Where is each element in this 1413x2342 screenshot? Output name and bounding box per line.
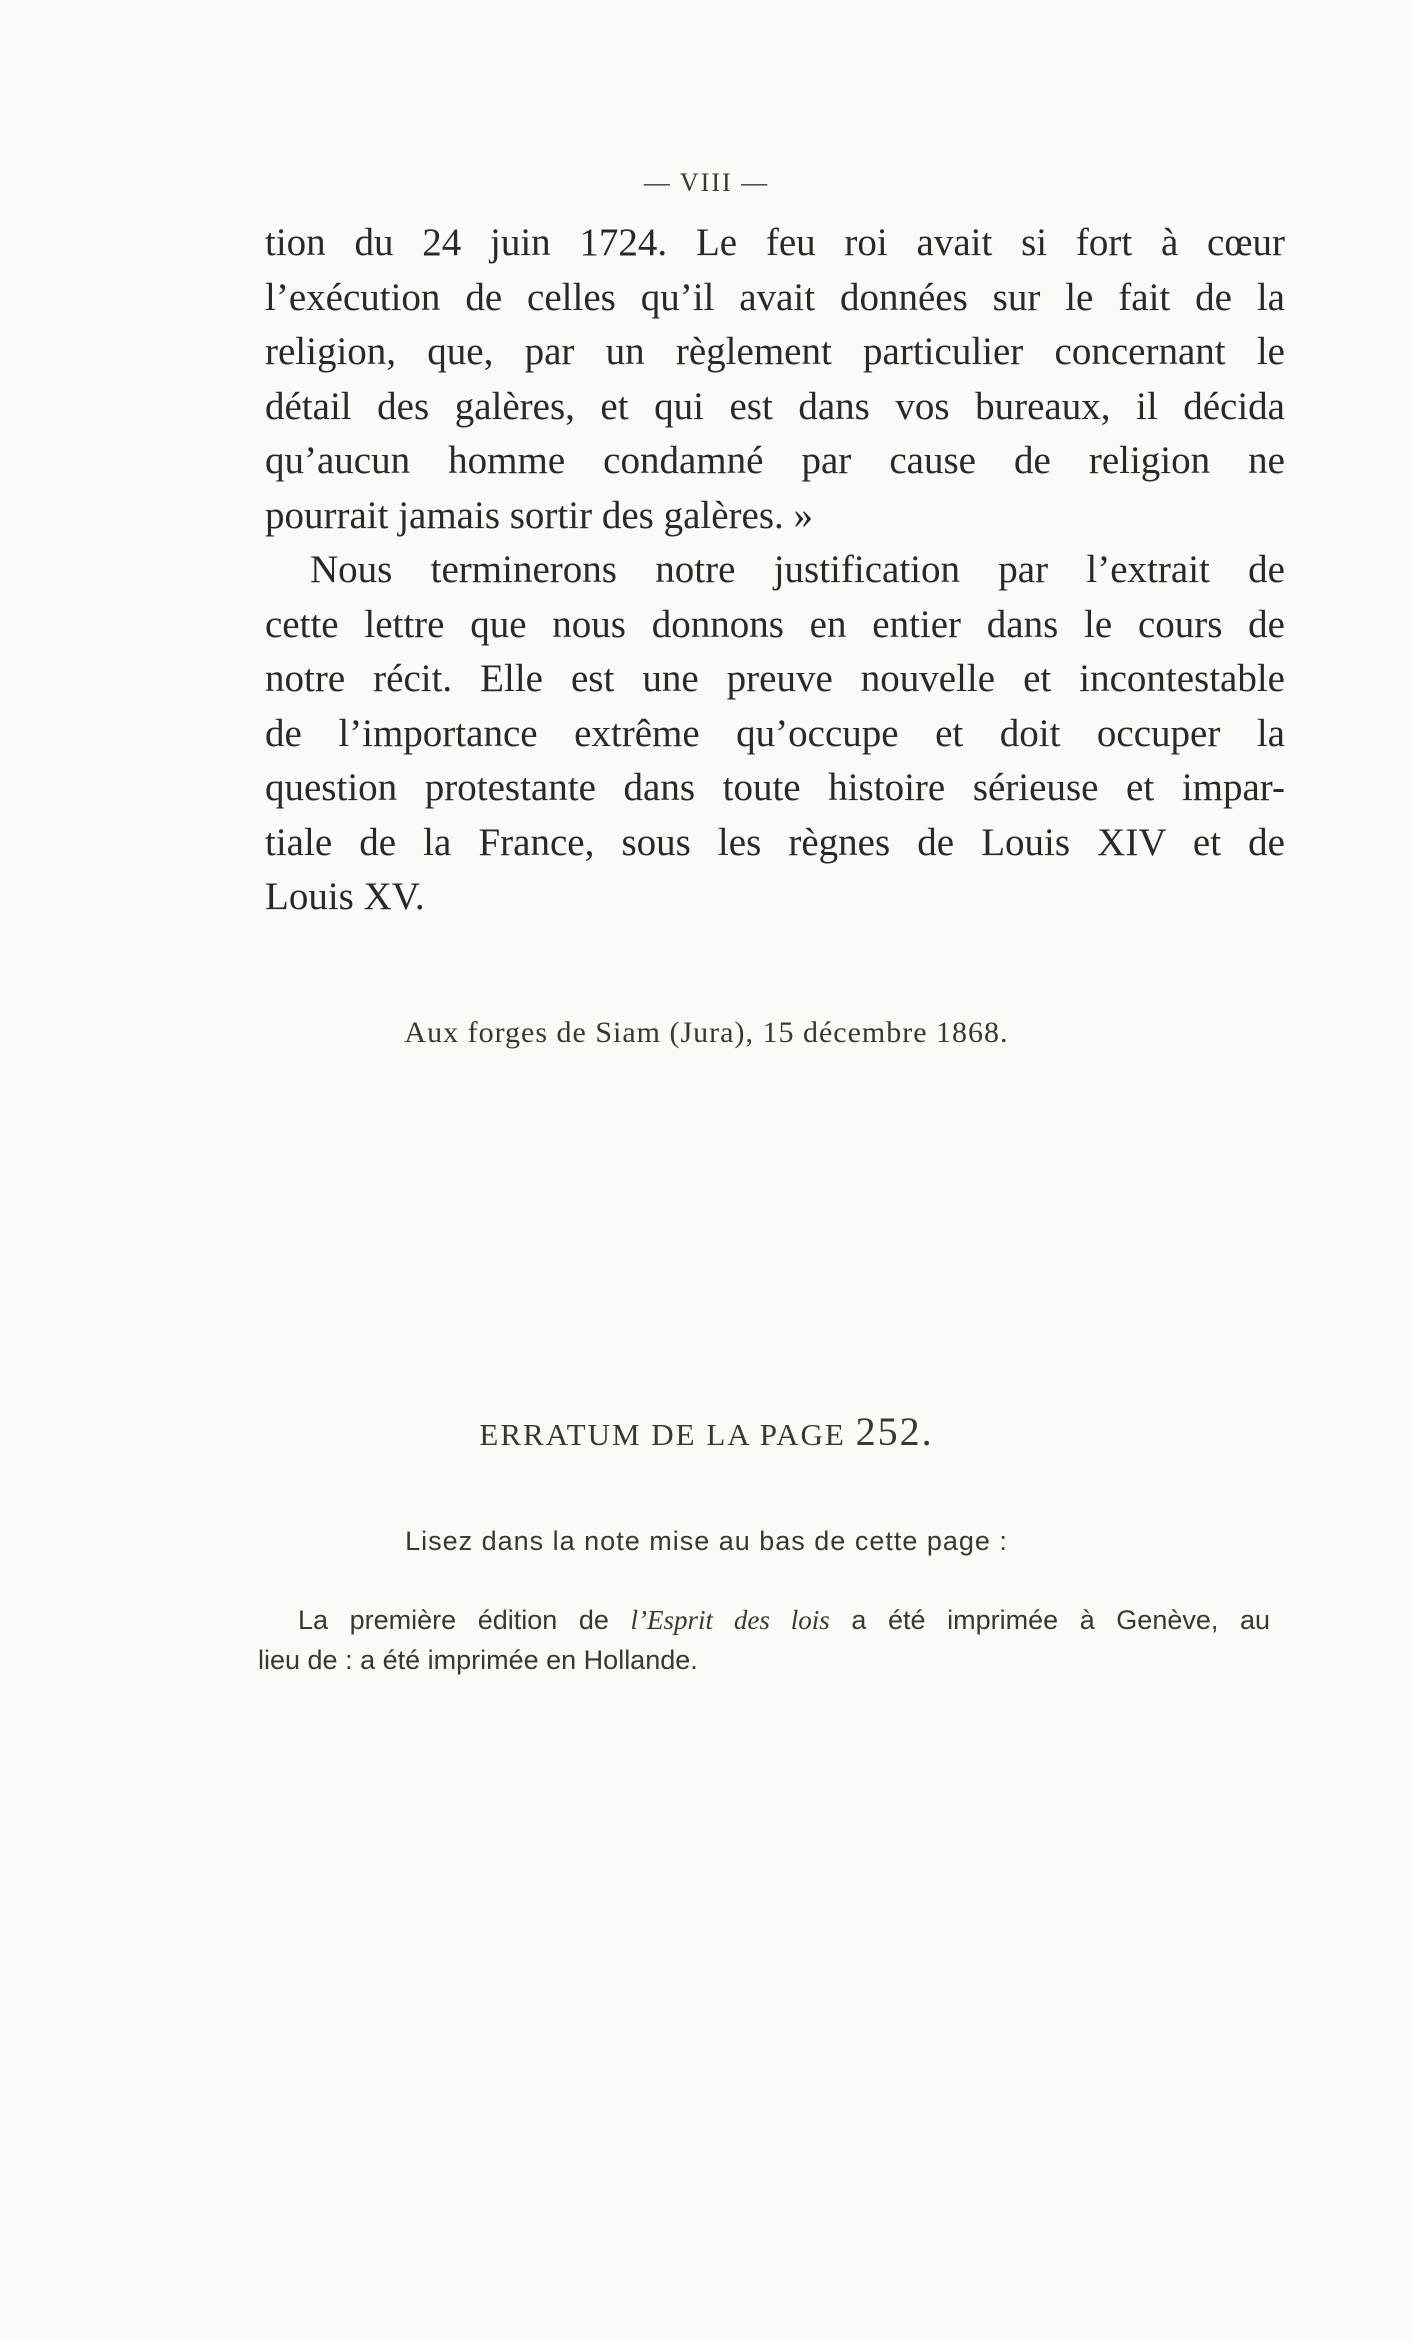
erratum-intro: Lisez dans la note mise au bas de cette page : (405, 1526, 1008, 1556)
text-line: question protestante dans toute histoire sérieuse et impar- (265, 766, 1285, 809)
text-line: qu’aucun homme condamné par cause de religion ne (265, 439, 1285, 482)
erratum-book-title: l’Esprit des lois (630, 1605, 830, 1635)
paragraph-1 (265, 216, 1285, 543)
text-line: cette lettre que nous donnons en entier dans le cours de (265, 602, 1285, 646)
erratum-title: ERRATUM DE LA PAGE (479, 1417, 846, 1452)
erratum-line-1-end: a été imprimée à Genève, au (829, 1605, 1270, 1635)
text-line: religion, que, par un règlement particulier concernant le (265, 330, 1285, 373)
erratum-line-1-start: La première édition de (298, 1605, 631, 1635)
page-folio: — VIII — (643, 168, 770, 197)
erratum-page-number: 252. (855, 1409, 934, 1454)
erratum-line-2: lieu de : a été imprimée en Hollande. (258, 1645, 698, 1675)
paragraph-2 (265, 543, 1285, 925)
main-text (265, 216, 1285, 925)
text-line: l’exécution de celles qu’il avait données sur le fait de la (265, 275, 1285, 319)
erratum-heading (0, 1408, 1413, 1455)
text-line: détail des galères, et qui est dans vos bureaux, il décida (265, 384, 1285, 428)
text-line: tiale de la France, sous les règnes de Louis XIV et de (265, 820, 1285, 864)
text-line: notre récit. Elle est une preuve nouvelle et incontestable (265, 657, 1285, 700)
text-line: pourrait jamais sortir des galères. » (265, 493, 813, 537)
erratum-line-1 (258, 1600, 1270, 1640)
text-line: tion du 24 juin 1724. Le feu roi avait si fort à cœur (265, 221, 1285, 264)
text-line: Louis XV. (265, 875, 425, 918)
erratum-body (258, 1600, 1270, 1680)
text-line: de l’importance extrême qu’occupe et doit occuper la (265, 711, 1285, 755)
text-line: Nous terminerons notre justification par l’extrait de (310, 548, 1285, 591)
dateline: Aux forges de Siam (Jura), 15 décembre 1868. (404, 1016, 1009, 1049)
